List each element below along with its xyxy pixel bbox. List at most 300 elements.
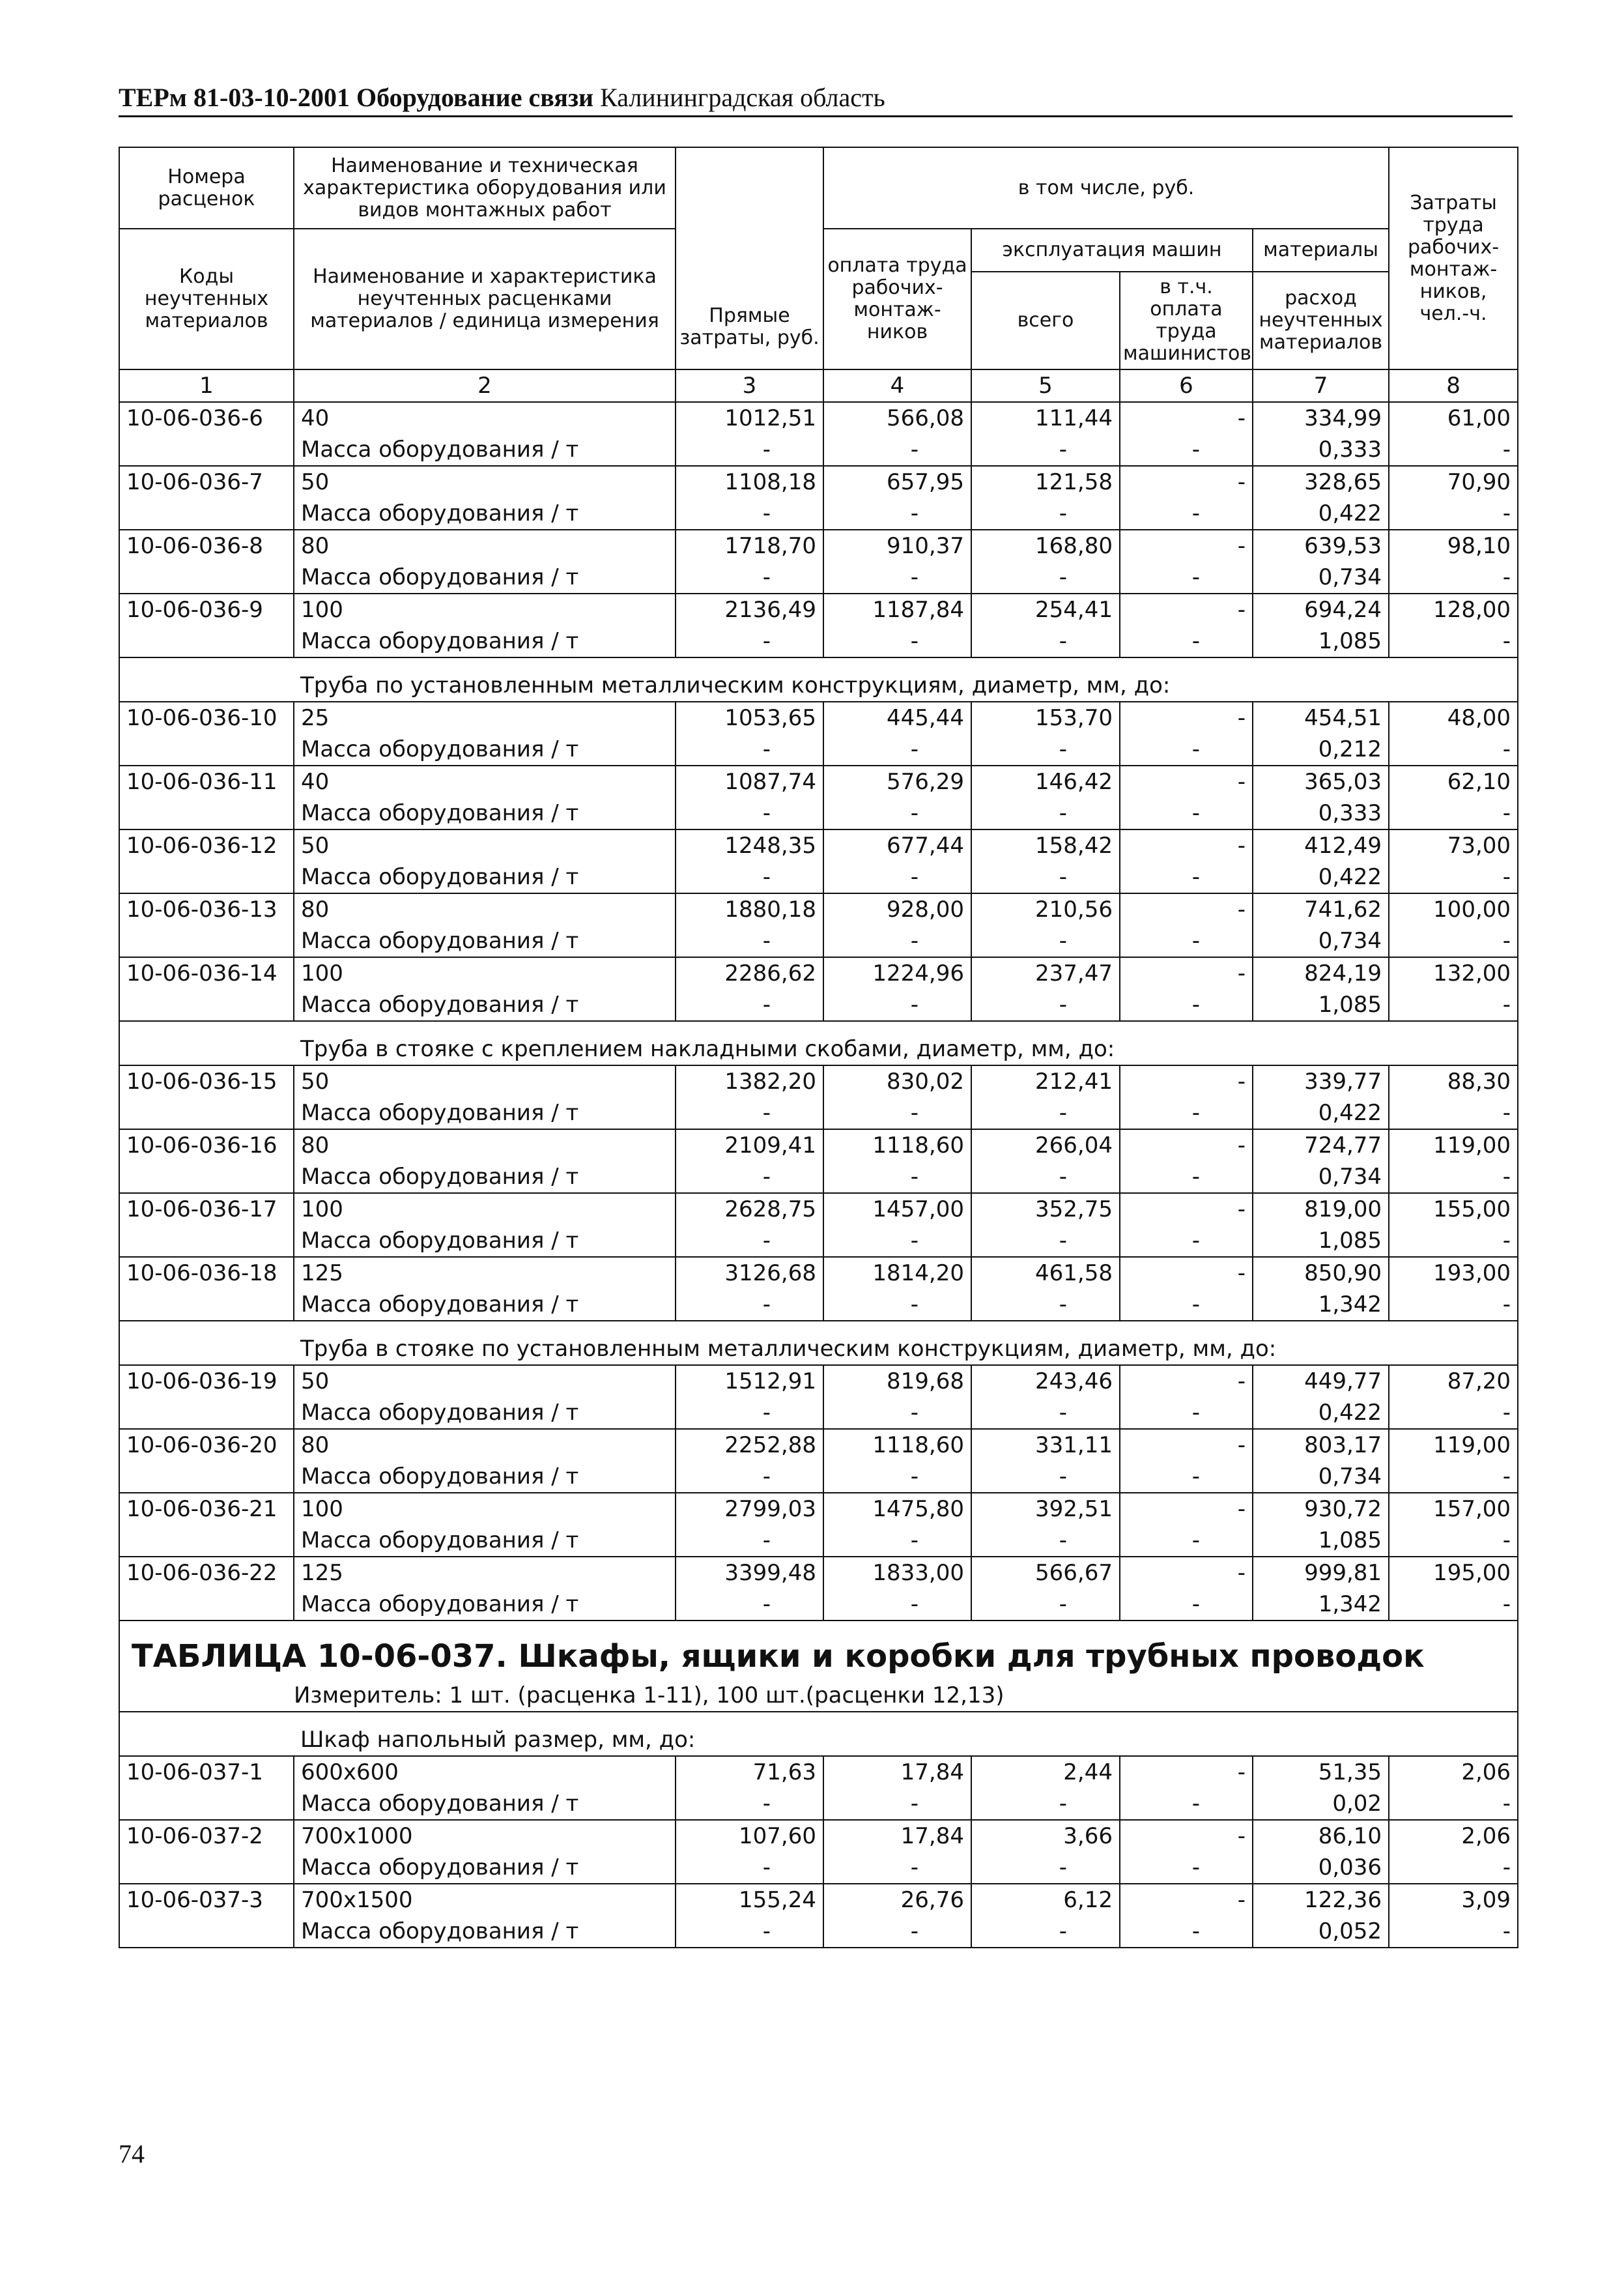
- dash-cell: -: [1120, 989, 1253, 1021]
- machines-cost: 3,66: [971, 1820, 1120, 1852]
- code-blank: [119, 1461, 294, 1493]
- dash-cell: -: [823, 1461, 971, 1493]
- column-number: 2: [294, 369, 676, 402]
- table-row: [119, 1884, 1518, 1916]
- direct-cost: 1053,65: [676, 702, 823, 734]
- dash-cell: -: [971, 1525, 1120, 1557]
- material-mass: 0,422: [1253, 1397, 1389, 1429]
- dash-cell: -: [1120, 562, 1253, 594]
- dash-cell: -: [676, 1788, 823, 1820]
- labor-hours: 73,00: [1389, 829, 1518, 861]
- col7-header: расход неучтенных материалов: [1253, 272, 1389, 369]
- table-row: [119, 1129, 1518, 1161]
- dash-cell: -: [971, 989, 1120, 1021]
- dash-cell: -: [1120, 925, 1253, 957]
- dash-cell: -: [676, 989, 823, 1021]
- labor-cost: 910,37: [823, 530, 971, 562]
- labor-hours: 88,30: [1389, 1065, 1518, 1097]
- material-mass: 1,342: [1253, 1289, 1389, 1321]
- direct-cost: 1880,18: [676, 893, 823, 925]
- labor-cost: 1187,84: [823, 594, 971, 626]
- labor-hours: 132,00: [1389, 957, 1518, 989]
- materials-cost: 741,62: [1253, 893, 1389, 925]
- table-row-mass: [119, 434, 1518, 466]
- rate-code: 10-06-036-15: [119, 1065, 294, 1097]
- rate-code: 10-06-036-22: [119, 1557, 294, 1589]
- rate-code: 10-06-036-11: [119, 766, 294, 798]
- dash-cell: -: [676, 1397, 823, 1429]
- mass-unit-label: Масса оборудования / т: [294, 1852, 676, 1884]
- code-blank: [119, 861, 294, 893]
- dash-cell: -: [971, 434, 1120, 466]
- dash-cell: -: [676, 734, 823, 766]
- item-name: 80: [294, 1129, 676, 1161]
- direct-cost: 2286,62: [676, 957, 823, 989]
- dash-cell: -: [971, 861, 1120, 893]
- dash-cell: -: [823, 861, 971, 893]
- machines-cost: 146,42: [971, 766, 1120, 798]
- code-blank: [119, 1589, 294, 1621]
- code-blank: [119, 925, 294, 957]
- direct-cost: 1248,35: [676, 829, 823, 861]
- dash-cell: -: [823, 1289, 971, 1321]
- direct-cost: 1512,91: [676, 1365, 823, 1397]
- page-number: 74: [119, 2139, 145, 2169]
- rate-code: 10-06-036-7: [119, 466, 294, 498]
- labor-cost: 657,95: [823, 466, 971, 498]
- labor-cost: 17,84: [823, 1820, 971, 1852]
- code-blank: [119, 734, 294, 766]
- direct-cost: 155,24: [676, 1884, 823, 1916]
- machines-cost: 266,04: [971, 1129, 1120, 1161]
- labor-hours: 3,09: [1389, 1884, 1518, 1916]
- rate-code: 10-06-036-17: [119, 1193, 294, 1225]
- section-empty-cell: [119, 1021, 294, 1065]
- operators-cost: -: [1120, 1257, 1253, 1289]
- mass-unit-label: Масса оборудования / т: [294, 1916, 676, 1948]
- material-mass: 0,422: [1253, 498, 1389, 530]
- mass-unit-label: Масса оборудования / т: [294, 1461, 676, 1493]
- dash-cell: -: [823, 734, 971, 766]
- direct-cost: 107,60: [676, 1820, 823, 1852]
- materials-cost: 328,65: [1253, 466, 1389, 498]
- mass-unit-label: Масса оборудования / т: [294, 1525, 676, 1557]
- code-blank: [119, 989, 294, 1021]
- labor-hours: 100,00: [1389, 893, 1518, 925]
- table-row-mass: [119, 1289, 1518, 1321]
- section-row: [119, 1712, 1518, 1756]
- dash-cell: -: [1389, 434, 1518, 466]
- materials-cost: 819,00: [1253, 1193, 1389, 1225]
- operators-cost: -: [1120, 1493, 1253, 1525]
- section-row: [119, 1321, 1518, 1365]
- dash-cell: -: [676, 925, 823, 957]
- operators-cost: -: [1120, 1429, 1253, 1461]
- col1-bottom-header: Коды неучтенных материалов: [119, 229, 294, 369]
- dash-cell: -: [676, 1916, 823, 1948]
- material-mass: 0,333: [1253, 798, 1389, 829]
- material-mass: 0,02: [1253, 1788, 1389, 1820]
- labor-cost: 830,02: [823, 1065, 971, 1097]
- mass-unit-label: Масса оборудования / т: [294, 1161, 676, 1193]
- table-row-mass: [119, 1225, 1518, 1257]
- operators-cost: -: [1120, 893, 1253, 925]
- labor-hours: 155,00: [1389, 1193, 1518, 1225]
- col5-header: всего: [971, 272, 1120, 369]
- direct-cost: 3126,68: [676, 1257, 823, 1289]
- labor-cost: 1833,00: [823, 1557, 971, 1589]
- table-row: [119, 1557, 1518, 1589]
- item-name: 80: [294, 893, 676, 925]
- direct-cost: 1108,18: [676, 466, 823, 498]
- materials-cost: 930,72: [1253, 1493, 1389, 1525]
- dash-cell: -: [823, 626, 971, 657]
- dash-cell: -: [1389, 1225, 1518, 1257]
- dash-cell: -: [676, 498, 823, 530]
- operators-cost: -: [1120, 1365, 1253, 1397]
- dash-cell: -: [1120, 1788, 1253, 1820]
- dash-cell: -: [1120, 1589, 1253, 1621]
- labor-hours: 157,00: [1389, 1493, 1518, 1525]
- table-row: [119, 402, 1518, 434]
- header-section: Оборудование связи: [356, 83, 594, 112]
- rate-code: 10-06-036-12: [119, 829, 294, 861]
- dash-cell: -: [1120, 734, 1253, 766]
- dash-cell: -: [676, 434, 823, 466]
- dash-cell: -: [1389, 1788, 1518, 1820]
- table-row: [119, 957, 1518, 989]
- dash-cell: -: [971, 1225, 1120, 1257]
- labor-hours: 119,00: [1389, 1429, 1518, 1461]
- direct-cost: 2799,03: [676, 1493, 823, 1525]
- column-number: 5: [971, 369, 1120, 402]
- dash-cell: -: [823, 798, 971, 829]
- rate-code: 10-06-037-2: [119, 1820, 294, 1852]
- exploit-header: эксплуатация машин: [971, 229, 1253, 272]
- operators-cost: -: [1120, 1557, 1253, 1589]
- dash-cell: -: [1120, 798, 1253, 829]
- operators-cost: -: [1120, 466, 1253, 498]
- table-title: ТАБЛИЦА 10-06-037. Шкафы, ящики и коробки для трубных проводок: [119, 1621, 1518, 1680]
- item-name: 50: [294, 829, 676, 861]
- dash-cell: -: [676, 861, 823, 893]
- mass-unit-label: Масса оборудования / т: [294, 734, 676, 766]
- dash-cell: -: [971, 798, 1120, 829]
- mass-unit-label: Масса оборудования / т: [294, 626, 676, 657]
- labor-cost: 1118,60: [823, 1429, 971, 1461]
- mass-unit-label: Масса оборудования / т: [294, 562, 676, 594]
- machines-cost: 237,47: [971, 957, 1120, 989]
- direct-cost: 2109,41: [676, 1129, 823, 1161]
- table-row: [119, 1820, 1518, 1852]
- col6-header: в т.ч. оплата труда машинистов: [1120, 272, 1253, 369]
- dash-cell: -: [1120, 1225, 1253, 1257]
- table-row-mass: [119, 1461, 1518, 1493]
- machines-cost: 153,70: [971, 702, 1120, 734]
- dash-cell: -: [1389, 1525, 1518, 1557]
- dash-cell: -: [1120, 434, 1253, 466]
- dash-cell: -: [1389, 1461, 1518, 1493]
- dash-cell: -: [676, 1525, 823, 1557]
- code-blank: [119, 498, 294, 530]
- labor-hours: 48,00: [1389, 702, 1518, 734]
- dash-cell: -: [676, 1161, 823, 1193]
- code-blank: [119, 1397, 294, 1429]
- dash-cell: -: [971, 1289, 1120, 1321]
- machines-cost: 210,56: [971, 893, 1120, 925]
- table-row-mass: [119, 734, 1518, 766]
- mass-unit-label: Масса оборудования / т: [294, 1589, 676, 1621]
- dash-cell: -: [1120, 1852, 1253, 1884]
- col1-top-header: Номера расценок: [119, 147, 294, 229]
- material-mass: 0,212: [1253, 734, 1389, 766]
- labor-hours: 2,06: [1389, 1820, 1518, 1852]
- dash-cell: -: [823, 989, 971, 1021]
- meter-empty-cell: [119, 1680, 294, 1712]
- dash-cell: -: [823, 1525, 971, 1557]
- rate-code: 10-06-036-14: [119, 957, 294, 989]
- labor-hours: 70,90: [1389, 466, 1518, 498]
- item-name: 125: [294, 1557, 676, 1589]
- mass-unit-label: Масса оборудования / т: [294, 498, 676, 530]
- code-blank: [119, 1161, 294, 1193]
- dash-cell: -: [1389, 1097, 1518, 1129]
- machines-cost: 158,42: [971, 829, 1120, 861]
- table-row: [119, 829, 1518, 861]
- materials-cost: 365,03: [1253, 766, 1389, 798]
- item-name: 125: [294, 1257, 676, 1289]
- material-mass: 0,734: [1253, 562, 1389, 594]
- dash-cell: -: [971, 498, 1120, 530]
- table-row-mass: [119, 1525, 1518, 1557]
- page-header: [119, 83, 1513, 117]
- table-row: [119, 1365, 1518, 1397]
- dash-cell: -: [823, 562, 971, 594]
- rate-code: 10-06-037-1: [119, 1756, 294, 1788]
- section-empty-cell: [119, 1712, 294, 1756]
- dash-cell: -: [1389, 925, 1518, 957]
- materials-header: материалы: [1253, 229, 1389, 272]
- materials-cost: 999,81: [1253, 1557, 1389, 1589]
- dash-cell: -: [1389, 1289, 1518, 1321]
- rate-code: 10-06-036-13: [119, 893, 294, 925]
- dash-cell: -: [1120, 1397, 1253, 1429]
- mass-unit-label: Масса оборудования / т: [294, 434, 676, 466]
- labor-cost: 26,76: [823, 1884, 971, 1916]
- col2-top-header: Наименование и техническая характеристика оборудования или видов монтажных работ: [294, 147, 676, 229]
- table-row-mass: [119, 498, 1518, 530]
- header-region: Калининградская область: [600, 83, 885, 112]
- code-blank: [119, 1852, 294, 1884]
- rate-code: 10-06-036-18: [119, 1257, 294, 1289]
- material-mass: 1,085: [1253, 1225, 1389, 1257]
- header-code: ТЕРм 81-03-10-2001: [119, 83, 350, 112]
- item-name: 100: [294, 1493, 676, 1525]
- labor-hours: 193,00: [1389, 1257, 1518, 1289]
- labor-hours: 62,10: [1389, 766, 1518, 798]
- direct-cost: 2252,88: [676, 1429, 823, 1461]
- rate-code: 10-06-036-21: [119, 1493, 294, 1525]
- section-row: [119, 1021, 1518, 1065]
- table-row: [119, 1065, 1518, 1097]
- labor-cost: 819,68: [823, 1365, 971, 1397]
- item-name: 40: [294, 766, 676, 798]
- rate-code: 10-06-036-10: [119, 702, 294, 734]
- machines-cost: 461,58: [971, 1257, 1120, 1289]
- code-blank: [119, 1525, 294, 1557]
- item-name: 700x1000: [294, 1820, 676, 1852]
- dash-cell: -: [971, 1097, 1120, 1129]
- dash-cell: -: [823, 1788, 971, 1820]
- dash-cell: -: [1120, 1916, 1253, 1948]
- dash-cell: -: [676, 562, 823, 594]
- item-name: 80: [294, 530, 676, 562]
- item-name: 80: [294, 1429, 676, 1461]
- code-blank: [119, 1289, 294, 1321]
- dash-cell: -: [1389, 798, 1518, 829]
- code-blank: [119, 798, 294, 829]
- dash-cell: -: [971, 925, 1120, 957]
- dash-cell: -: [676, 1589, 823, 1621]
- item-name: 100: [294, 1193, 676, 1225]
- machines-cost: 392,51: [971, 1493, 1120, 1525]
- table-row-mass: [119, 1916, 1518, 1948]
- mass-unit-label: Масса оборудования / т: [294, 1225, 676, 1257]
- dash-cell: -: [1120, 1289, 1253, 1321]
- dash-cell: -: [823, 1916, 971, 1948]
- table-row-mass: [119, 1852, 1518, 1884]
- machines-cost: 121,58: [971, 466, 1120, 498]
- table-row-mass: [119, 1788, 1518, 1820]
- mass-unit-label: Масса оборудования / т: [294, 861, 676, 893]
- dash-cell: -: [823, 1397, 971, 1429]
- code-blank: [119, 1097, 294, 1129]
- labor-cost: 1457,00: [823, 1193, 971, 1225]
- operators-cost: -: [1120, 702, 1253, 734]
- dash-cell: -: [971, 562, 1120, 594]
- machines-cost: 566,67: [971, 1557, 1120, 1589]
- section-title: Труба в стояке по установленным металлическим конструкциям, диаметр, мм, до:: [294, 1321, 1518, 1365]
- dash-cell: -: [676, 1852, 823, 1884]
- material-mass: 0,422: [1253, 1097, 1389, 1129]
- code-blank: [119, 626, 294, 657]
- table-row: [119, 893, 1518, 925]
- direct-cost: 2628,75: [676, 1193, 823, 1225]
- item-name: 50: [294, 466, 676, 498]
- incl-header: в том числе, руб.: [823, 147, 1389, 229]
- section-title: Шкаф напольный размер, мм, до:: [294, 1712, 1518, 1756]
- operators-cost: -: [1120, 402, 1253, 434]
- dash-cell: -: [676, 798, 823, 829]
- dash-cell: -: [823, 1589, 971, 1621]
- materials-cost: 850,90: [1253, 1257, 1389, 1289]
- item-name: 50: [294, 1065, 676, 1097]
- code-blank: [119, 562, 294, 594]
- labor-cost: 566,08: [823, 402, 971, 434]
- operators-cost: -: [1120, 957, 1253, 989]
- machines-cost: 352,75: [971, 1193, 1120, 1225]
- table-row-mass: [119, 925, 1518, 957]
- dash-cell: -: [823, 1161, 971, 1193]
- material-mass: 1,342: [1253, 1589, 1389, 1621]
- table-row: [119, 702, 1518, 734]
- dash-cell: -: [971, 1589, 1120, 1621]
- labor-hours: 2,06: [1389, 1756, 1518, 1788]
- dash-cell: -: [1120, 626, 1253, 657]
- dash-cell: -: [1389, 498, 1518, 530]
- dash-cell: -: [971, 1788, 1120, 1820]
- dash-cell: -: [823, 925, 971, 957]
- section-empty-cell: [119, 1321, 294, 1365]
- section-title: Труба по установленным металлическим конструкциям, диаметр, мм, до:: [294, 657, 1518, 702]
- material-mass: 1,085: [1253, 1525, 1389, 1557]
- table-row-mass: [119, 989, 1518, 1021]
- machines-cost: 6,12: [971, 1884, 1120, 1916]
- column-number: 7: [1253, 369, 1389, 402]
- dash-cell: -: [971, 1397, 1120, 1429]
- materials-cost: 694,24: [1253, 594, 1389, 626]
- column-number: 3: [676, 369, 823, 402]
- code-blank: [119, 1788, 294, 1820]
- item-name: 40: [294, 402, 676, 434]
- materials-cost: 86,10: [1253, 1820, 1389, 1852]
- dash-cell: -: [1389, 1916, 1518, 1948]
- operators-cost: -: [1120, 1129, 1253, 1161]
- meter-text: Измеритель: 1 шт. (расценка 1-11), 100 шт.(расценки 12,13): [294, 1680, 1518, 1712]
- table-title-row: [119, 1621, 1518, 1680]
- labor-hours: 61,00: [1389, 402, 1518, 434]
- table-row-mass: [119, 1161, 1518, 1193]
- rates-table: [119, 147, 1518, 1948]
- section-row: [119, 657, 1518, 702]
- table-row-mass: [119, 1097, 1518, 1129]
- labor-hours: 195,00: [1389, 1557, 1518, 1589]
- machines-cost: 243,46: [971, 1365, 1120, 1397]
- section-empty-cell: [119, 657, 294, 702]
- labor-hours: 128,00: [1389, 594, 1518, 626]
- dash-cell: -: [823, 1852, 971, 1884]
- dash-cell: -: [1389, 1852, 1518, 1884]
- materials-cost: 454,51: [1253, 702, 1389, 734]
- dash-cell: -: [1389, 861, 1518, 893]
- material-mass: 0,052: [1253, 1916, 1389, 1948]
- material-mass: 0,734: [1253, 1161, 1389, 1193]
- material-mass: 0,734: [1253, 925, 1389, 957]
- labor-cost: 1475,80: [823, 1493, 971, 1525]
- materials-cost: 334,99: [1253, 402, 1389, 434]
- materials-cost: 449,77: [1253, 1365, 1389, 1397]
- dash-cell: -: [1389, 989, 1518, 1021]
- column-number: 4: [823, 369, 971, 402]
- direct-cost: 71,63: [676, 1756, 823, 1788]
- table-row: [119, 1429, 1518, 1461]
- dash-cell: -: [971, 1916, 1120, 1948]
- mass-unit-label: Масса оборудования / т: [294, 1097, 676, 1129]
- item-name: 50: [294, 1365, 676, 1397]
- item-name: 600x600: [294, 1756, 676, 1788]
- materials-cost: 724,77: [1253, 1129, 1389, 1161]
- machines-cost: 254,41: [971, 594, 1120, 626]
- col2-bottom-header: Наименование и характеристика неучтенных расценками материалов / единица измерения: [294, 229, 676, 369]
- table-row: [119, 1193, 1518, 1225]
- material-mass: 0,734: [1253, 1461, 1389, 1493]
- table-row: [119, 1257, 1518, 1289]
- dash-cell: -: [971, 734, 1120, 766]
- dash-cell: -: [1389, 626, 1518, 657]
- dash-cell: -: [1389, 1161, 1518, 1193]
- dash-cell: -: [676, 1461, 823, 1493]
- table-row: [119, 530, 1518, 562]
